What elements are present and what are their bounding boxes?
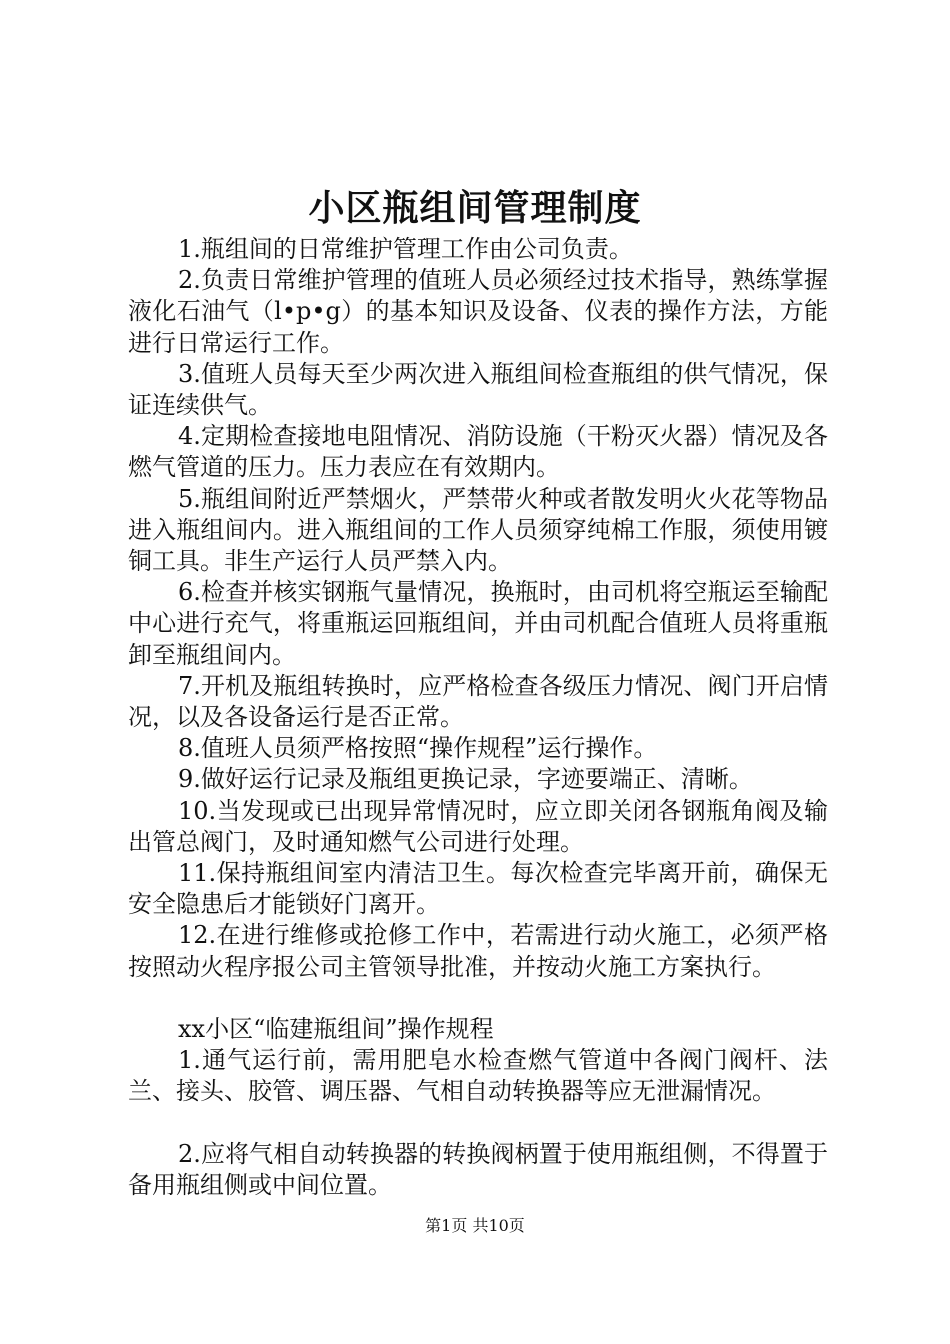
rule-paragraph-2: 2.负责日常维护管理的值班人员必须经过技术指导，熟练掌握液化石油气（l•p•g）的基本知识及设备、仪表的操作方法，方能进行日常运行工作。 [128,266,828,357]
rule-paragraph-12: 12.在进行维修或抢修工作中，若需进行动火施工，必须严格按照动火程序报公司主管领导批准，并按动火施工方案执行。 [128,921,828,981]
procedure-step-2: 2.应将气相自动转换器的转换阀柄置于使用瓶组侧，不得置于备用瓶组侧或中间位置。 [128,1139,828,1200]
rule-paragraph-1: 1.瓶组间的日常维护管理工作由公司负责。 [178,235,633,263]
page-footer: 第1页 共10页 [425,1216,525,1235]
document-body [128,234,828,1201]
blank-line [128,983,828,1014]
rule-paragraph-5: 5.瓶组间附近严禁烟火，严禁带火种或者散发明火火花等物品进入瓶组间内。进入瓶组间的工作人员须穿纯棉工作服，须使用镀铜工具。非生产运行人员严禁入内。 [128,484,828,576]
procedure-heading: xx小区“临建瓶组间”操作规程 [178,1015,494,1044]
rule-paragraph-11: 11.保持瓶组间室内清洁卫生。每次检查完毕离开前，确保无安全隐患后才能锁好门离开。 [128,859,828,919]
procedure-step-1: 1.通气运行前，需用肥皂水检查燃气管道中各阀门阀杆、法兰、接头、胶管、调压器、气相自动转换器等应无泄漏情况。 [128,1046,828,1106]
rule-paragraph-7: 7.开机及瓶组转换时，应严格检查各级压力情况、阀门开启情况，以及各设备运行是否正常。 [128,671,828,732]
document-title: 小区瓶组间管理制度 [308,187,642,229]
rule-paragraph-4: 4.定期检查接地电阻情况、消防设施（干粉灭火器）情况及各燃气管道的压力。压力表应在有效期内。 [128,422,828,482]
blank-line [128,1108,828,1139]
rule-paragraph-8: 8.值班人员须严格按照“操作规程”运行操作。 [178,734,658,763]
rule-paragraph-9: 9.做好运行记录及瓶组更换记录，字迹要端正、清晰。 [178,765,753,794]
rule-paragraph-6: 6.检查并核实钢瓶气量情况，换瓶时，由司机将空瓶运至输配中心进行充气，将重瓶运回瓶组间，并由司机配合值班人员将重瓶卸至瓶组间内。 [128,578,828,669]
rule-paragraph-3: 3.值班人员每天至少两次进入瓶组间检查瓶组的供气情况，保证连续供气。 [128,359,828,420]
rule-paragraph-10: 10.当发现或已出现异常情况时，应立即关闭各钢瓶角阀及输出管总阀门，及时通知燃气公司进行处理。 [128,796,828,856]
